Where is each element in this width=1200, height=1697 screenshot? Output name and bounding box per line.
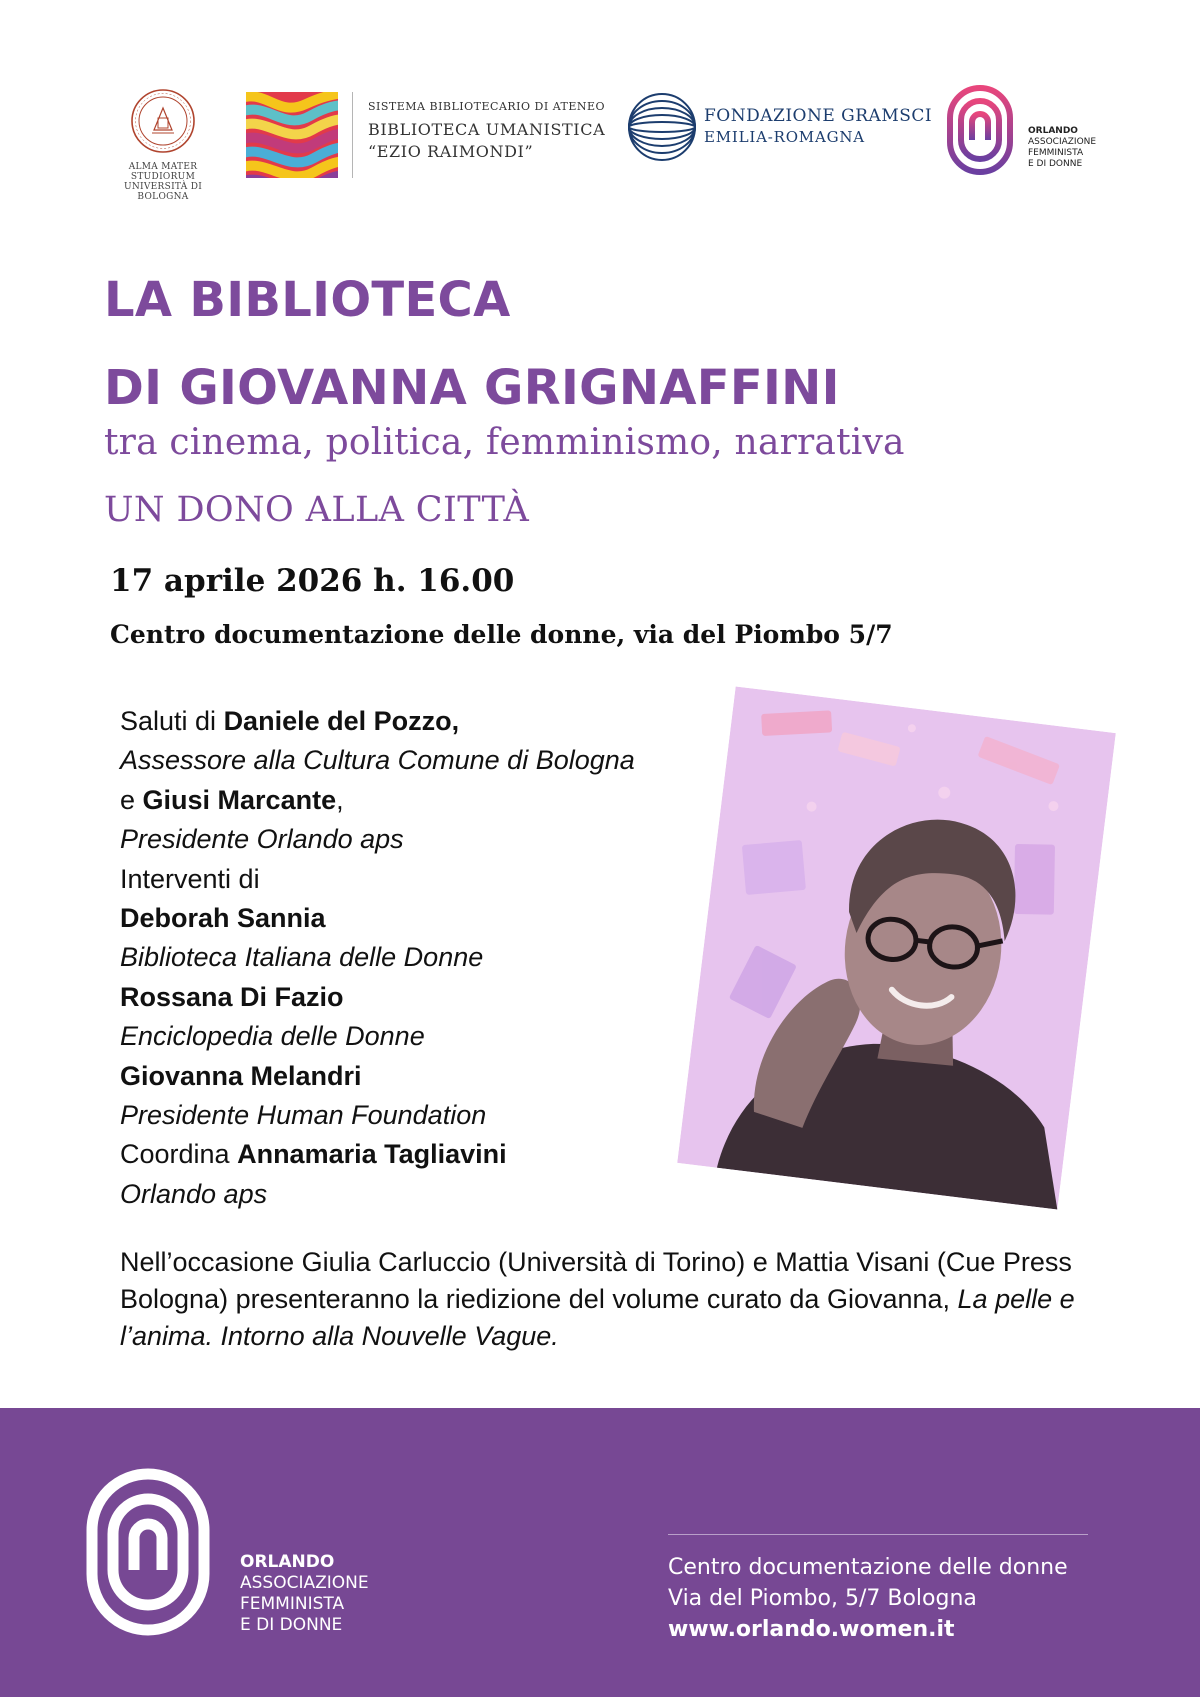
- footer-address-line1: Centro documentazione delle donne: [668, 1555, 1068, 1580]
- speaker3-name: Giovanna Melandri: [120, 1060, 362, 1091]
- coordinator-intro: Coordina: [120, 1139, 238, 1170]
- greeter2-name: Giusi Marcante: [142, 784, 337, 815]
- footer-brand-name: ORLANDO: [240, 1552, 335, 1572]
- footer-brand-line3: E DI DONNE: [240, 1615, 343, 1635]
- footer-address-line2: Via del Piombo, 5/7 Bologna: [668, 1586, 977, 1611]
- alma-mater-line1: ALMA MATER STUDIORUM: [128, 162, 198, 182]
- university-seal-icon: [130, 88, 196, 154]
- alma-mater-logo: [98, 88, 228, 202]
- event-venue: Centro documentazione delle donne, via del Piombo 5/7: [110, 620, 893, 649]
- footer-address: [668, 1552, 1068, 1645]
- biblioteca-small-line: SISTEMA BIBLIOTECARIO DI ATENEO: [368, 100, 606, 113]
- greeter1-name: Daniele del Pozzo,: [223, 706, 460, 736]
- greeter2-comma: ,: [336, 784, 344, 815]
- greetings-intro: Saluti di: [120, 706, 224, 736]
- gramsci-globe-icon: [627, 92, 697, 162]
- closing-paragraph: [120, 1244, 1080, 1355]
- portrait-photo: [677, 686, 1116, 1209]
- biblioteca-line2: “EZIO RAIMONDI”: [368, 142, 534, 161]
- speaker3-role: Presidente Human Foundation: [120, 1099, 487, 1130]
- gramsci-line1: FONDAZIONE GRAMSCI: [704, 106, 933, 126]
- footer-brand-line2: FEMMINISTA: [240, 1594, 345, 1614]
- greeter2-role: Presidente Orlando aps: [120, 824, 404, 855]
- title-line1: LA BIBLIOTECA: [104, 272, 511, 328]
- footer-website-link[interactable]: www.orlando.women.it: [668, 1617, 955, 1642]
- talks-intro: Interventi di: [120, 863, 260, 894]
- event-tagline: UN DONO ALLA CITTÀ: [104, 490, 530, 530]
- footer-divider: [668, 1534, 1088, 1535]
- orlando-logo-icon: [946, 84, 1014, 176]
- orlando-logo-text: [1028, 126, 1096, 170]
- footer-brand-line1: ASSOCIAZIONE: [240, 1573, 369, 1593]
- biblioteca-waves-logo-icon: [246, 92, 338, 178]
- orlando-footer-logo-icon: [84, 1466, 212, 1638]
- speaker1-name: Deborah Sannia: [120, 902, 326, 933]
- event-date: 17 aprile 2026 h. 16.00: [110, 563, 515, 599]
- orlando-name: ORLANDO: [1028, 126, 1078, 136]
- book-title: La pelle e l’anima. Intorno alla Nouvelle Vague.: [120, 1284, 1075, 1351]
- speaker1-role: Biblioteca Italiana delle Donne: [120, 942, 484, 973]
- gramsci-logo-text: [704, 106, 932, 146]
- closing-text: Nell’occasione Giulia Carluccio (Università di Torino) e Mattia Visani (Cue Press Bologna) presenteranno la riedizione del volume curato da Giovanna,: [120, 1247, 1072, 1314]
- speaker2-role: Enciclopedia delle Donne: [120, 1021, 425, 1052]
- orlando-line3: E DI DONNE: [1028, 159, 1083, 169]
- coordinator-name: Annamaria Tagliavini: [237, 1139, 507, 1170]
- logo-separator: [352, 92, 353, 178]
- coordinator-role: Orlando aps: [120, 1178, 268, 1209]
- orlando-line2: FEMMINISTA: [1028, 148, 1084, 158]
- speaker2-name: Rossana Di Fazio: [120, 981, 344, 1012]
- and-word: e: [120, 784, 143, 815]
- gramsci-line2: EMILIA-ROMAGNA: [704, 128, 865, 146]
- orlando-line1: ASSOCIAZIONE: [1028, 137, 1097, 147]
- event-subtitle: tra cinema, politica, femminismo, narrativa: [104, 422, 905, 463]
- greeter1-role: Assessore alla Cultura Comune di Bologna: [120, 745, 635, 776]
- alma-mater-line2: UNIVERSITÀ DI BOLOGNA: [123, 182, 203, 202]
- biblioteca-umanistica-logo: [368, 100, 605, 163]
- speakers-list: [120, 702, 740, 1214]
- biblioteca-line1: BIBLIOTECA UMANISTICA: [368, 120, 606, 139]
- event-title: [104, 256, 840, 432]
- footer-brand: [240, 1552, 369, 1636]
- title-line2: DI GIOVANNA GRIGNAFFINI: [104, 360, 840, 416]
